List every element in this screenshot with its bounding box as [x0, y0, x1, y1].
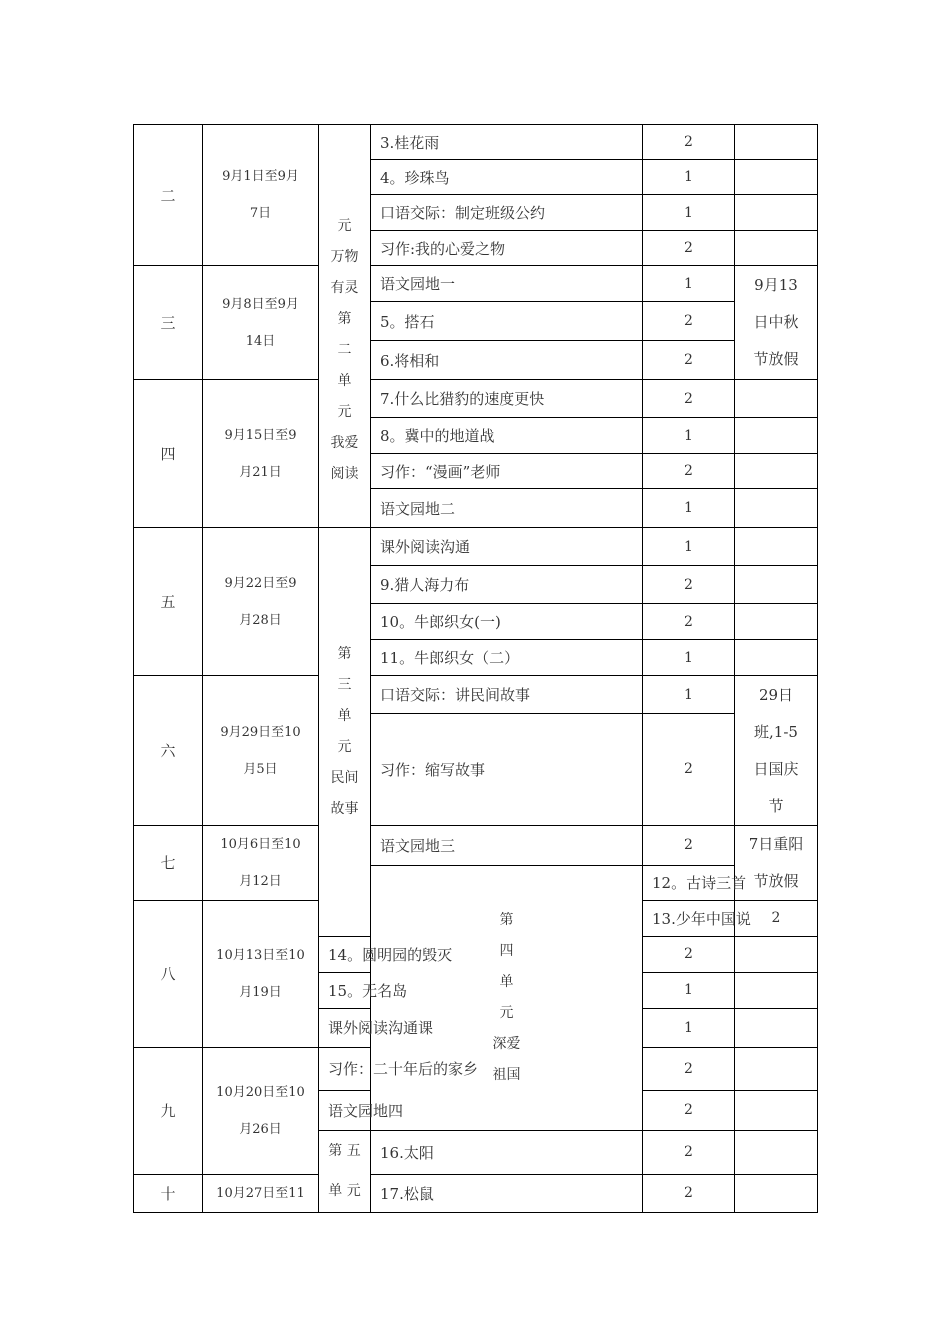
hours-cell: 1 — [643, 195, 735, 231]
hours-cell: 2 — [643, 825, 735, 865]
lesson-cell: 13.少年中国说 — [643, 900, 735, 936]
date-line: 月12日 — [239, 873, 282, 889]
note-line: 班,1-5 — [754, 722, 798, 741]
unit-line: 单 — [337, 708, 352, 725]
lesson-cell: 习作：二十年后的家乡 — [319, 1047, 371, 1090]
unit-line: 元 — [337, 217, 352, 234]
date-line: 9月22日至9 — [224, 575, 297, 591]
lesson-cell: 12。古诗三首 — [643, 865, 735, 900]
date-range-cell — [203, 900, 319, 1047]
unit-line: 第 — [499, 911, 514, 928]
unit-cell — [371, 865, 643, 1130]
unit-cell — [319, 528, 371, 936]
date-range-cell — [203, 1047, 319, 1174]
date-line: 9月29日至10 — [220, 724, 301, 740]
date-line: 月26日 — [239, 1121, 282, 1137]
week-cell: 七 — [134, 825, 203, 900]
lesson-cell: 5。搭石 — [371, 302, 643, 341]
lesson-cell: 语文园地二 — [371, 489, 643, 528]
hours-cell: 2 — [643, 231, 735, 266]
note-cell — [735, 380, 818, 418]
note-line: 9月13 — [754, 276, 798, 295]
note-line: 29日 — [758, 685, 794, 704]
lesson-cell: 课外阅读沟通课 — [319, 1008, 371, 1047]
lesson-cell: 9.猎人海力布 — [371, 566, 643, 604]
date-line: 10月20日至10 — [216, 1084, 305, 1100]
hours-cell: 1 — [643, 676, 735, 714]
hours-cell: 2 — [643, 566, 735, 604]
week-cell: 九 — [134, 1047, 203, 1174]
hours-cell: 1 — [643, 418, 735, 454]
week-cell: 八 — [134, 900, 203, 1047]
note-cell — [735, 528, 818, 566]
date-range-cell — [203, 380, 319, 528]
lesson-cell: 7.什么比猎豹的速度更快 — [371, 380, 643, 418]
lesson-cell: 习作：“漫画”老师 — [371, 454, 643, 489]
note-cell — [735, 936, 818, 972]
hours-cell: 2 — [643, 936, 735, 972]
unit-line: 第 — [337, 310, 352, 327]
note-line: 7日重阳 — [748, 834, 804, 853]
note-cell — [735, 231, 818, 266]
hours-cell: 2 — [643, 1047, 735, 1090]
hours-cell: 1 — [643, 1008, 735, 1047]
unit-line: 四 — [499, 942, 514, 959]
note-cell — [735, 825, 818, 900]
note-cell — [735, 640, 818, 676]
lesson-cell: 语文园地三 — [371, 825, 643, 865]
lesson-cell: 语文园地一 — [371, 266, 643, 302]
lesson-cell: 14。圆明园的毁灭 — [319, 936, 371, 972]
date-line: 10月13日至10 — [216, 947, 305, 963]
date-line: 10月27日至11 — [216, 1185, 305, 1201]
note-cell — [735, 676, 818, 825]
date-line: 月21日 — [239, 464, 282, 480]
lesson-cell: 习作：缩写故事 — [371, 714, 643, 826]
lesson-cell: 10。牛郎织女(一) — [371, 604, 643, 640]
note-line: 日中秋 — [753, 313, 799, 332]
date-range-cell — [203, 676, 319, 825]
week-cell: 十 — [134, 1174, 203, 1212]
unit-line: 有灵 — [330, 279, 359, 296]
hours-cell: 1 — [643, 972, 735, 1008]
hours-cell: 2 — [643, 302, 735, 341]
note-cell — [735, 160, 818, 195]
note-cell — [735, 418, 818, 454]
unit-line: 阅读 — [330, 465, 359, 482]
lesson-cell: 4。珍珠鸟 — [371, 160, 643, 195]
hours-cell: 2 — [643, 1090, 735, 1130]
hours-cell: 1 — [643, 266, 735, 302]
note-cell — [735, 1008, 818, 1047]
note-cell — [735, 1130, 818, 1174]
date-range-cell — [203, 825, 319, 900]
unit-line: 深爱 — [492, 1035, 521, 1052]
lesson-cell: 课外阅读沟通 — [371, 528, 643, 566]
hours-cell: 2 — [643, 1130, 735, 1174]
date-range-cell — [203, 528, 319, 676]
unit-line: 元 — [337, 739, 352, 756]
note-line: 节放假 — [753, 871, 799, 890]
lesson-cell: 习作:我的心爱之物 — [371, 231, 643, 266]
note-cell — [735, 266, 818, 380]
note-cell — [735, 454, 818, 489]
hours-cell: 1 — [643, 489, 735, 528]
note-line: 节 — [768, 796, 784, 815]
week-cell: 六 — [134, 676, 203, 825]
unit-line: 二 — [337, 341, 352, 358]
note-cell — [735, 1174, 818, 1212]
lesson-cell: 15。无名岛 — [319, 972, 371, 1008]
hours-cell: 2 — [643, 604, 735, 640]
week-cell: 二 — [134, 125, 203, 266]
lesson-cell: 16.太阳 — [371, 1130, 643, 1174]
date-line: 月28日 — [239, 612, 282, 628]
hours-cell: 2 — [643, 1174, 735, 1212]
lesson-cell: 3.桂花雨 — [371, 125, 643, 160]
note-cell — [735, 489, 818, 528]
date-line: 9月8日至9月 — [222, 296, 299, 312]
week-cell: 四 — [134, 380, 203, 528]
unit-line: 元 — [499, 1004, 514, 1021]
note-cell — [735, 195, 818, 231]
date-line: 10月6日至10 — [220, 836, 301, 852]
hours-cell: 2 — [735, 900, 818, 936]
date-line: 月5日 — [243, 761, 278, 777]
lesson-cell: 口语交际：制定班级公约 — [371, 195, 643, 231]
note-cell — [735, 566, 818, 604]
note-line: 节放假 — [753, 350, 799, 369]
unit-line: 单 — [337, 372, 352, 389]
unit-line: 单 — [499, 973, 514, 990]
hours-cell: 1 — [643, 528, 735, 566]
unit-line: 万物 — [330, 248, 359, 265]
note-cell — [735, 1090, 818, 1130]
date-line: 9月1日至9月 — [222, 169, 299, 185]
date-line: 9月15日至9 — [224, 427, 297, 443]
hours-cell: 2 — [643, 714, 735, 826]
week-cell: 五 — [134, 528, 203, 676]
date-range-cell — [203, 1174, 319, 1212]
note-cell — [735, 604, 818, 640]
unit-line: 单 元 — [328, 1183, 361, 1200]
unit-line: 祖国 — [492, 1066, 521, 1083]
schedule-table — [133, 124, 818, 1213]
lesson-cell: 语文园地四 — [319, 1090, 371, 1130]
hours-cell: 2 — [643, 125, 735, 160]
hours-cell: 2 — [643, 454, 735, 489]
unit-line: 第 五 — [328, 1143, 361, 1160]
week-cell: 三 — [134, 266, 203, 380]
hours-cell: 2 — [643, 341, 735, 380]
note-cell — [735, 125, 818, 160]
unit-cell — [319, 125, 371, 528]
date-line: 月19日 — [239, 984, 282, 1000]
unit-line: 故事 — [330, 801, 359, 818]
lesson-cell: 8。冀中的地道战 — [371, 418, 643, 454]
hours-cell: 2 — [643, 380, 735, 418]
lesson-cell: 11。牛郎织女（二） — [371, 640, 643, 676]
unit-line: 第 — [337, 646, 352, 663]
unit-line: 我爱 — [330, 434, 359, 451]
lesson-cell: 6.将相和 — [371, 341, 643, 380]
date-range-cell — [203, 266, 319, 380]
date-line: 7日 — [249, 206, 272, 222]
date-range-cell — [203, 125, 319, 266]
hours-cell: 1 — [643, 640, 735, 676]
note-cell — [735, 972, 818, 1008]
unit-line: 民间 — [330, 770, 359, 787]
unit-line: 三 — [337, 677, 352, 694]
lesson-cell: 口语交际：讲民间故事 — [371, 676, 643, 714]
unit-line: 元 — [337, 403, 352, 420]
note-line: 日国庆 — [753, 759, 799, 778]
note-cell — [735, 1047, 818, 1090]
unit-cell — [319, 1130, 371, 1212]
hours-cell: 1 — [643, 160, 735, 195]
date-line: 14日 — [245, 333, 276, 349]
lesson-cell: 17.松鼠 — [371, 1174, 643, 1212]
